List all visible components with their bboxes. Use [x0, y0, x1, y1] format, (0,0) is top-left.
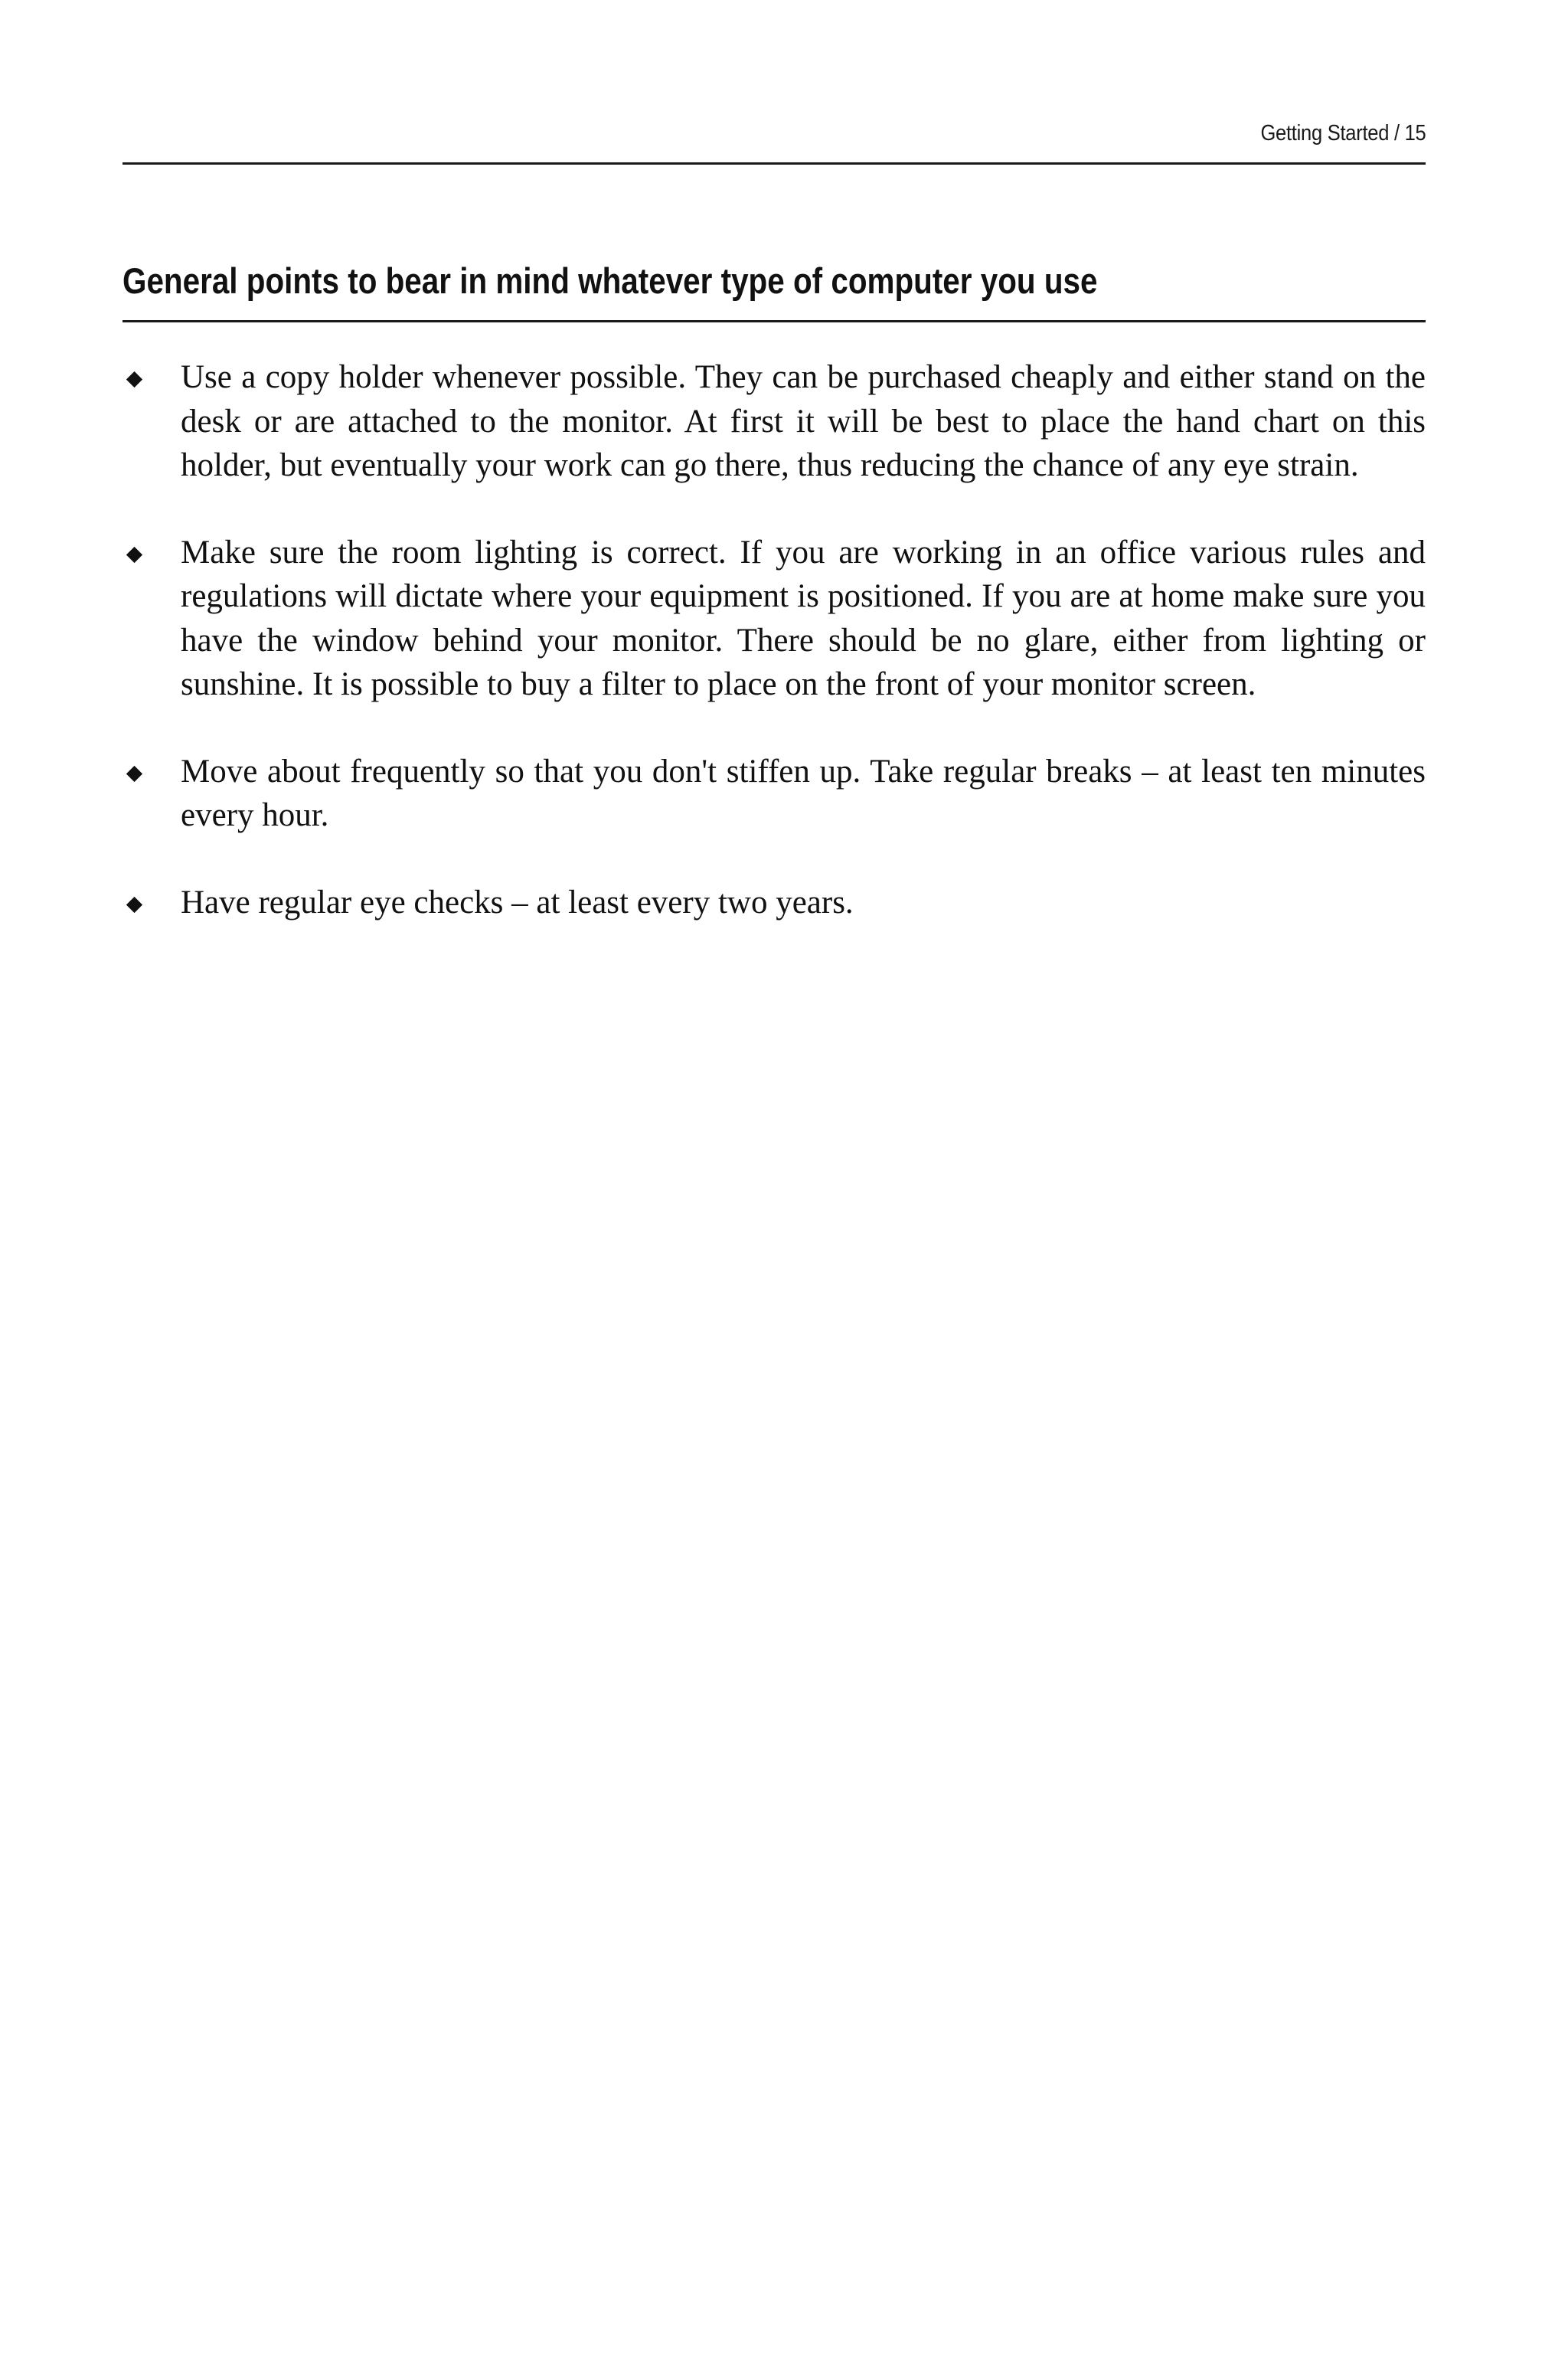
diamond-bullet-icon	[126, 371, 142, 388]
running-head: Getting Started / 15	[1259, 121, 1426, 146]
diamond-bullet-icon	[126, 765, 142, 781]
section-heading: General points to bear in mind whatever type of computer you use	[122, 260, 1098, 301]
list-item-text: Make sure the room lighting is correct. If you are working in an office various rules and regulations will dictate where your equipment is positioned. If you are at home make sure you have the window behind your monitor. There should be no glare, either from lighting or sunshine. It is possible to buy a filter to place on the front of your monitor screen.	[181, 534, 1426, 702]
heading-divider	[122, 320, 1426, 322]
header-divider	[122, 162, 1426, 165]
list-item	[122, 355, 1426, 488]
diamond-bullet-icon	[126, 546, 142, 562]
diamond-bullet-icon	[126, 896, 142, 912]
list-item	[122, 881, 1426, 925]
list-item-text: Use a copy holder whenever possible. They can be purchased cheaply and either stand on the desk or are attached to the monitor. At first it will be best to place the hand chart on this holder, but eventually your work can go there, thus reducing the chance of any eye strain.	[181, 359, 1426, 483]
list-item	[122, 750, 1426, 838]
bullet-list	[122, 355, 1426, 967]
list-item-text: Have regular eye checks – at least every two years.	[181, 884, 854, 921]
list-item-text: Move about frequently so that you don't stiffen up. Take regular breaks – at least ten minutes every hour.	[181, 753, 1426, 833]
list-item	[122, 531, 1426, 707]
